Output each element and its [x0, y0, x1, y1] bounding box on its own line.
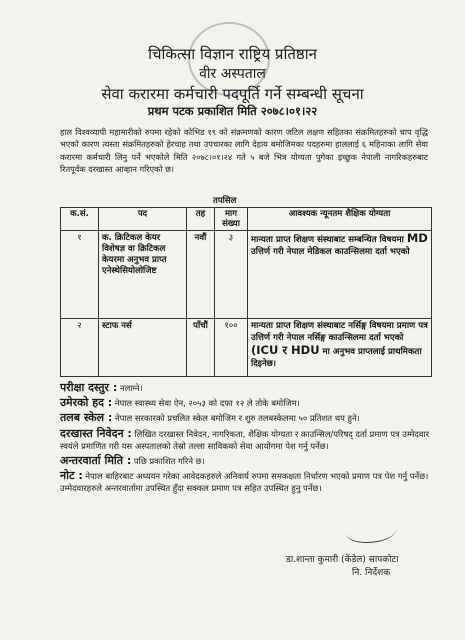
- salary-row: [60, 412, 430, 424]
- hospital-name: वीर अस्पताल: [199, 66, 266, 82]
- fee-row: [60, 382, 430, 394]
- fee-text: नलाग्ने।: [119, 383, 143, 393]
- age-row: [60, 397, 430, 409]
- cell-sn: २: [61, 319, 99, 377]
- age-label: उमेरको हद :: [60, 396, 113, 410]
- signature-mark: [346, 520, 396, 543]
- salary-label: तलब स्केल :: [60, 411, 113, 425]
- qual-text-a: मान्यता प्राप्त शिक्षण संस्थाबाट सम्बन्धित विषयमा: [251, 235, 404, 245]
- vacancy-table: [60, 207, 432, 377]
- table-title: तपसिल: [213, 196, 237, 206]
- cell-post: स्टाफ नर्स: [99, 319, 187, 377]
- cell-sn: १: [61, 231, 99, 319]
- org-name: चिकित्सा विज्ञान राष्ट्रिय प्रतिष्ठान: [148, 45, 317, 63]
- signatory-title: नि. निर्देशक: [352, 568, 391, 578]
- note-row: [60, 470, 430, 494]
- interview-row: [60, 455, 430, 467]
- note-text: नेपाल बाहिरबाट अध्ययन गरेका आवेदकहरुले अनिवार्य रुपमा समकक्षता निर्धारण भएको प्रमाण पत्र पेश गर्नु पर्नेछ। उम्मेदवारहरुले अन्तरवार्तामा उपस्थित हुँदा सक्कल प्रमाण पत्र सहित उपस्थित हुनु पर्नेछ।: [60, 471, 429, 494]
- qual-text-c: उत्तिर्ण गरी नेपाल मेडिकल काउन्सिलमा दर्ता भएको: [251, 247, 410, 257]
- cell-count: ३: [215, 231, 248, 319]
- header-post: पद: [99, 208, 187, 231]
- salary-text: नेपाल सरकारको प्रचलित स्केल बमोजिम र शुरु तलबस्केलमा ५० प्रतिशत थप हुने।: [114, 413, 360, 424]
- note-label: नोट :: [60, 469, 83, 483]
- cell-count: १००: [215, 319, 248, 377]
- interview-label: अन्तरवार्ता मिति :: [60, 454, 132, 468]
- qual-degree: MD: [406, 231, 428, 245]
- header-qualification: आवश्यक न्यूनतम शैक्षिक योग्यता: [248, 208, 432, 231]
- qual-text-c: मा अनुभव प्राप्तलाई प्राथमिकता दिइनेछ।: [251, 347, 422, 369]
- header-level: तह: [187, 208, 215, 231]
- cell-level: नवौं: [187, 231, 215, 319]
- published-date: प्रथम पटक प्रकाशित मिति २०७८।०१।२२: [147, 104, 318, 118]
- header-count: माग संख्या: [215, 208, 248, 231]
- fee-label: परीक्षा दस्तुर :: [60, 381, 118, 394]
- age-text: नेपाल स्वास्थ्य सेवा ऐन, २०५३ को दफा १२ ले तोके बमोजिम।: [114, 398, 300, 409]
- header-sn: क.सं.: [61, 208, 99, 231]
- qual-unit: (ICU र HDU: [251, 343, 320, 357]
- cell-qualification: [248, 231, 432, 319]
- qual-text-a: मान्यता प्राप्त शिक्षण संस्थाबाट नर्सिङ्ग विषयमा प्रमाण पत्र उत्तिर्ण गरी नेपाल नर्सिङ्ग काउन्सिलमा दर्ता भएको: [251, 321, 428, 343]
- application-text: लिखित दरखास्त निवेदन, नागरिकता, शैक्षिक योग्यता र काउन्सिल/परिषद् दर्ता प्रमाण पत्र उम्मेदवार स्वयंले प्रमाणित गरी यस अस्पतालको तेस्रो तल्ला साविकको सेवा आयोगमा पेश गर्नु पर्नेछ।: [60, 428, 430, 451]
- signatory-name: डा.शान्ता कुमारी (केंडेल) सापकोटा: [286, 555, 399, 565]
- terms-section: [60, 382, 430, 498]
- application-row: [60, 428, 430, 452]
- table-header-row: [61, 208, 432, 231]
- application-label: दरखास्त निवेदन :: [60, 426, 132, 440]
- interview-text: पछि प्रकाशित गरिने छ।: [133, 456, 205, 467]
- cell-qualification: [248, 319, 432, 377]
- table-row: [61, 231, 432, 319]
- table-row: [61, 319, 432, 377]
- cell-post: क. क्रिटिकल केयर विशेषज्ञ वा क्रिटिकल केयरमा अनुभव प्राप्त एनेस्थेसियोलोजिष्ट: [99, 231, 187, 319]
- notice-title: सेवा करारमा कर्मचारी पदपूर्ति गर्ने सम्बन्धी सूचना: [101, 85, 364, 103]
- intro-paragraph: हाल विश्वव्यापी महामारीको रुपमा रहेको कोभिड १९ को संक्रमणको कारण जटिल लक्षण सहितका संक्रमितहरुको चाप वृद्धि भएको कारण त्यस्ता संक्रमितहरुको हेरचाह तथा उपचारका लागि देहाय बमोजिमका पदहरुमा हाललाई ६ महिनाका लागि सेवा करारमा कर्मचारी लिनु पर्ने भएकोले मिति २०७८।०१।२४ गते ५ बजे भित्र योग्यता पुगेका इच्छुक नेपाली नागरिकहरुबाट रितपूर्वक दरखास्त आव्हान गरिएको छ।: [60, 127, 428, 175]
- cell-level: पाँचौं: [187, 319, 215, 377]
